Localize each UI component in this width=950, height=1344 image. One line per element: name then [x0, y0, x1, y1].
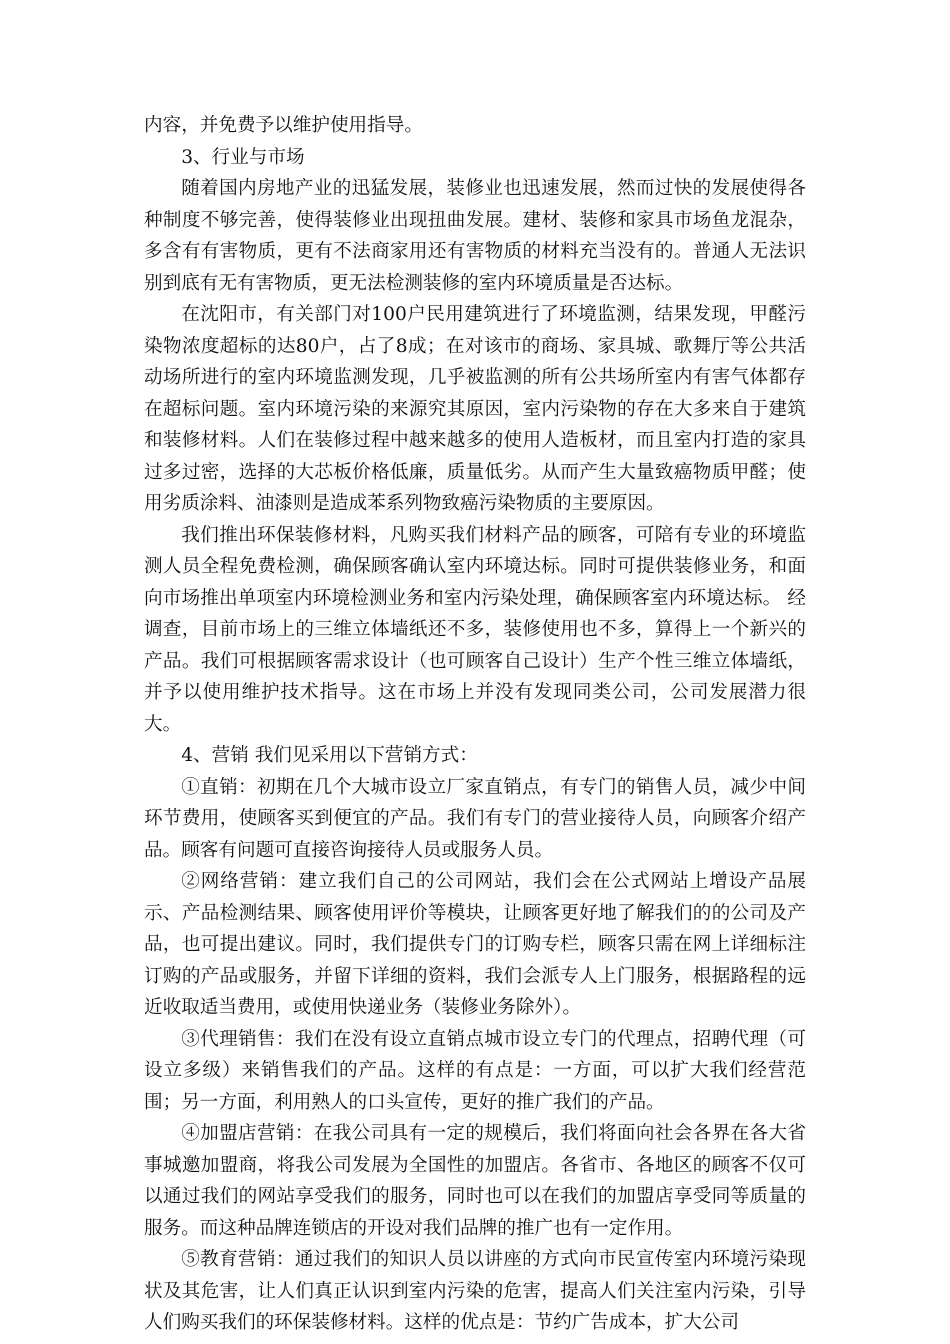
- paragraph-industry-background: 随着国内房地产业的迅猛发展，装修业也迅速发展，然而过快的发展使得各种制度不够完善，使得装修业出现扭曲发展。建材、装修和家具市场鱼龙混杂，多含有有害物质，更有不法商家用还有害物质的材料充当没有的。普通人无法识别到底有无有害物质，更无法检测装修的室内环境质量是否达标。: [144, 178, 806, 294]
- paragraph-online-marketing: ②网络营销：建立我们自己的公司网站，我们会在公式网站上增设产品展示、产品检测结果、顾客使用评价等模块，让顾客更好地了解我们的的公司及产品，也可提出建议。同时，我们提供专门的订购专栏，顾客只需在网上详细标注订购的产品或服务，并留下详细的资料，我们会派专人上门服务，根据路程的远近收取适当费用，或使用快递业务（装修业务除外）。: [144, 871, 806, 1018]
- section-heading-marketing: 4、营销 我们见采用以下营销方式：: [181, 745, 478, 766]
- paragraph-agency-sales: ③代理销售：我们在没有设立直销点城市设立专门的代理点，招聘代理（可设立多级）来销售我们的产品。这样的有点是：一方面，可以扩大我们经营范围；另一方面，利用熟人的口头宣传，更好的推广我们的产品。: [144, 1028, 806, 1113]
- paragraph-our-products: 我们推出环保装修材料，凡购买我们材料产品的顾客，可陪有专业的环境监测人员全程免费检测，确保顾客确认室内环境达标。同时可提供装修业务，和面向市场推出单项室内环境检测业务和室内污染处理，确保顾客室内环境达标。 经调查，目前市场上的三维立体墙纸还不多，装修使用也不多，算得上一个新兴的产品。我们可根据顾客需求设计（也可顾客自己设计）生产个性三维立体墙纸，并予以使用维护技术指导。这在市场上并没有发现同类公司，公司发展潜力很大。: [144, 524, 806, 735]
- paragraph-franchise-marketing: ④加盟店营销：在我公司具有一定的规模后，我们将面向社会各界在各大省事城邀加盟商，将我公司发展为全国性的加盟店。各省市、各地区的顾客不仅可以通过我们的网站享受我们的服务，同时也可以在我们的加盟店享受同等质量的服务。而这种品牌连锁店的开设对我们品牌的推广也有一定作用。: [144, 1123, 806, 1239]
- section-heading-industry-market: 3、行业与市场: [181, 146, 305, 168]
- paragraph-continuation: 内容，并免费予以维护使用指导。: [144, 115, 423, 136]
- paragraph-direct-sales: ①直销：初期在几个大城市设立厂家直销点，有专门的销售人员，减少中间环节费用，使顾客买到便宜的产品。我们有专门的营业接待人员，向顾客介绍产品。顾客有问题可直接咨询接待人员或服务人员。: [144, 776, 806, 861]
- paragraph-shenyang-survey: 在沈阳市，有关部门对100户民用建筑进行了环境监测，结果发现，甲醛污染物浓度超标的达80户，占了8成；在对该市的商场、家具城、歌舞厅等公共活动场所进行的室内环境监测发现，几乎被监测的所有公共场所室内有害气体都存在超标问题。室内环境污染的来源究其原因，室内污染物的存在大多来自于建筑和装修材料。人们在装修过程中越来越多的使用人造板材，而且室内打造的家具过多过密，选择的大芯板价格低廉，质量低劣。从而产生大量致癌物质甲醛；使用劣质涂料、油漆则是造成苯系列物致癌污染物质的主要原因。: [144, 304, 806, 514]
- paragraph-education-marketing: ⑤教育营销：通过我们的知识人员以讲座的方式向市民宣传室内环境污染现状及其危害，让人们真正认识到室内污染的危害，提高人们关注室内污染，引导人们购买我们的环保装修材料。这样的优点是：节约广告成本，扩大公司: [144, 1249, 806, 1333]
- document-body: [144, 110, 806, 1339]
